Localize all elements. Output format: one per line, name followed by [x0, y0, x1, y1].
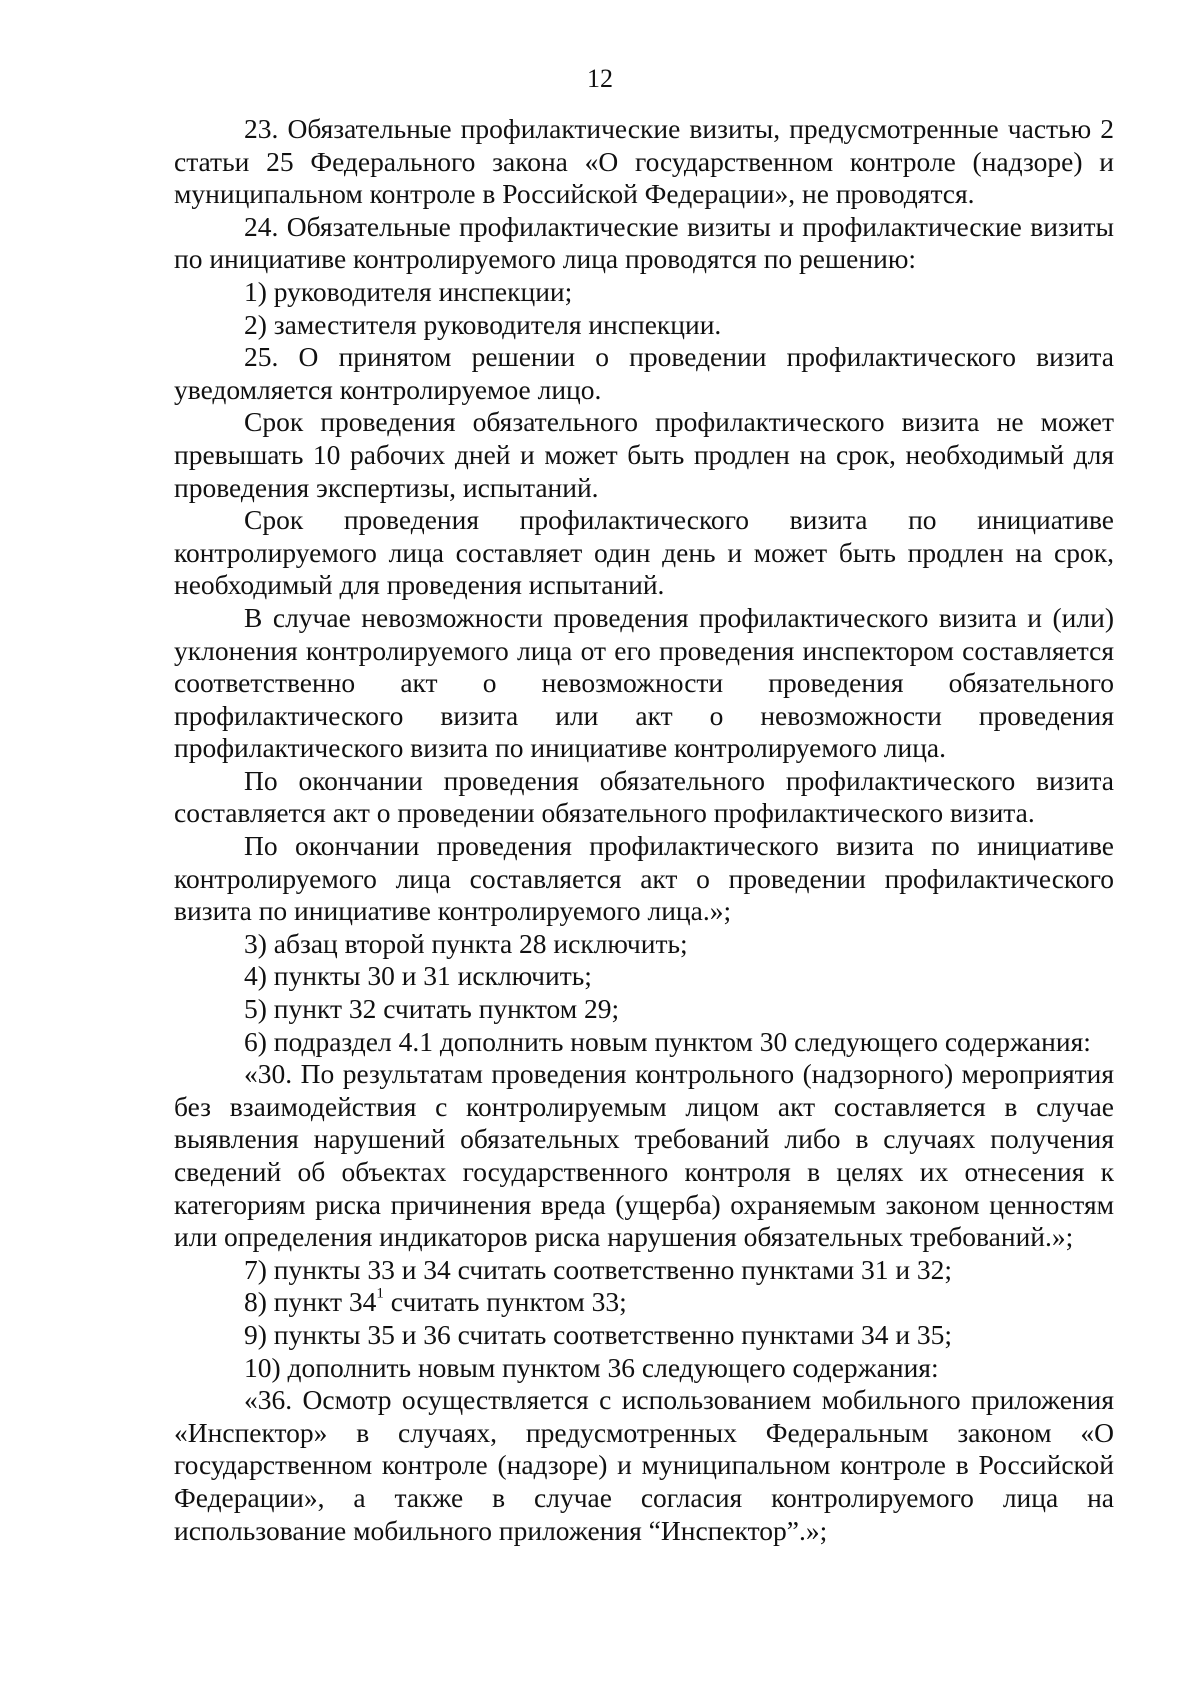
paragraph-subitem-2: 2) заместителя руководителя инспекции.	[244, 308, 722, 340]
document-body	[174, 113, 1114, 1547]
amendment-8-text: 8) пункт 34	[244, 1286, 377, 1318]
paragraph-mandatory-visit-act: По окончании проведения обязательного профилактического визита составляется акт о проведении обязательного профилактического визита.	[174, 764, 1114, 829]
amendment-8-text-after: считать пунктом 33;	[383, 1286, 627, 1318]
paragraph-item-24: 24. Обязательные профилактические визиты и профилактические визиты по инициативе контролируемого лица проводятся по решению:	[174, 210, 1114, 275]
paragraph-amendment-4: 4) пункты 30 и 31 исключить;	[244, 960, 592, 992]
paragraph-initiative-visit-term: Срок проведения профилактического визита по инициативе контролируемого лица составляет один день и может быть продлен на срок, необходимый для проведения испытаний.	[174, 504, 1114, 601]
paragraph-initiative-visit-act: По окончании проведения профилактического визита по инициативе контролируемого лица составляется акт о проведении профилактического визита по инициативе контролируемого лица.»;	[174, 830, 1114, 927]
paragraph-amendment-8	[174, 1286, 1114, 1319]
paragraph-amendment-3: 3) абзац второй пункта 28 исключить;	[244, 927, 688, 959]
paragraph-amendment-5: 5) пункт 32 считать пунктом 29;	[244, 993, 620, 1025]
paragraph-amendment-10: 10) дополнить новым пунктом 36 следующего содержания:	[244, 1351, 939, 1383]
paragraph-amendment-6: 6) подраздел 4.1 дополнить новым пунктом 30 следующего содержания:	[244, 1025, 1091, 1057]
paragraph-subitem-1: 1) руководителя инспекции;	[244, 275, 573, 307]
paragraph-mandatory-visit-term: Срок проведения обязательного профилактического визита не может превышать 10 рабочих дней и может быть продлен на срок, необходимый для проведения экспертизы, испытаний.	[174, 406, 1114, 503]
paragraph-item-36-new: «36. Осмотр осуществляется с использованием мобильного приложения «Инспектор» в случаях, предусмотренных Федеральным законом «О государственном контроле (надзоре) и муниципальном контроле в Российской Федерации», а также в случае согласия контролируемого лица на использование мобильного приложения “Инспектор”.»;	[174, 1384, 1114, 1546]
paragraph-amendment-7: 7) пункты 33 и 34 считать соответственно пунктами 31 и 32;	[244, 1253, 953, 1285]
paragraph-impossibility-act: В случае невозможности проведения профилактического визита и (или) уклонения контролируемого лица от его проведения инспектором составляется соответственно акт о невозможности проведения обязательного профилактического визита или акт о невозможности проведения профилактического визита по инициативе контролируемого лица.	[174, 601, 1114, 764]
paragraph-item-23: 23. Обязательные профилактические визиты, предусмотренные частью 2 статьи 25 Федерального закона «О государственном контроле (надзоре) и муниципальном контроле в Российской Федерации», не проводятся.	[174, 113, 1114, 210]
paragraph-amendment-9: 9) пункты 35 и 36 считать соответственно пунктами 34 и 35;	[244, 1318, 953, 1350]
paragraph-item-25: 25. О принятом решении о проведении профилактического визита уведомляется контролируемое лицо.	[174, 341, 1114, 405]
paragraph-item-30-new: «30. По результатам проведения контрольного (надзорного) мероприятия без взаимодействия с контролируемым лицом акт составляется в случае выявления нарушений обязательных требований либо в случаях получения сведений об объектах государственного контроля в целях их отнесения к категориям риска причинения вреда (ущерба) охраняемым законом ценностям или определения индикаторов риска нарушения обязательных требований.»;	[174, 1058, 1114, 1253]
page-number: 12	[587, 64, 613, 93]
amendment-8-superscript: 1	[376, 1285, 384, 1302]
